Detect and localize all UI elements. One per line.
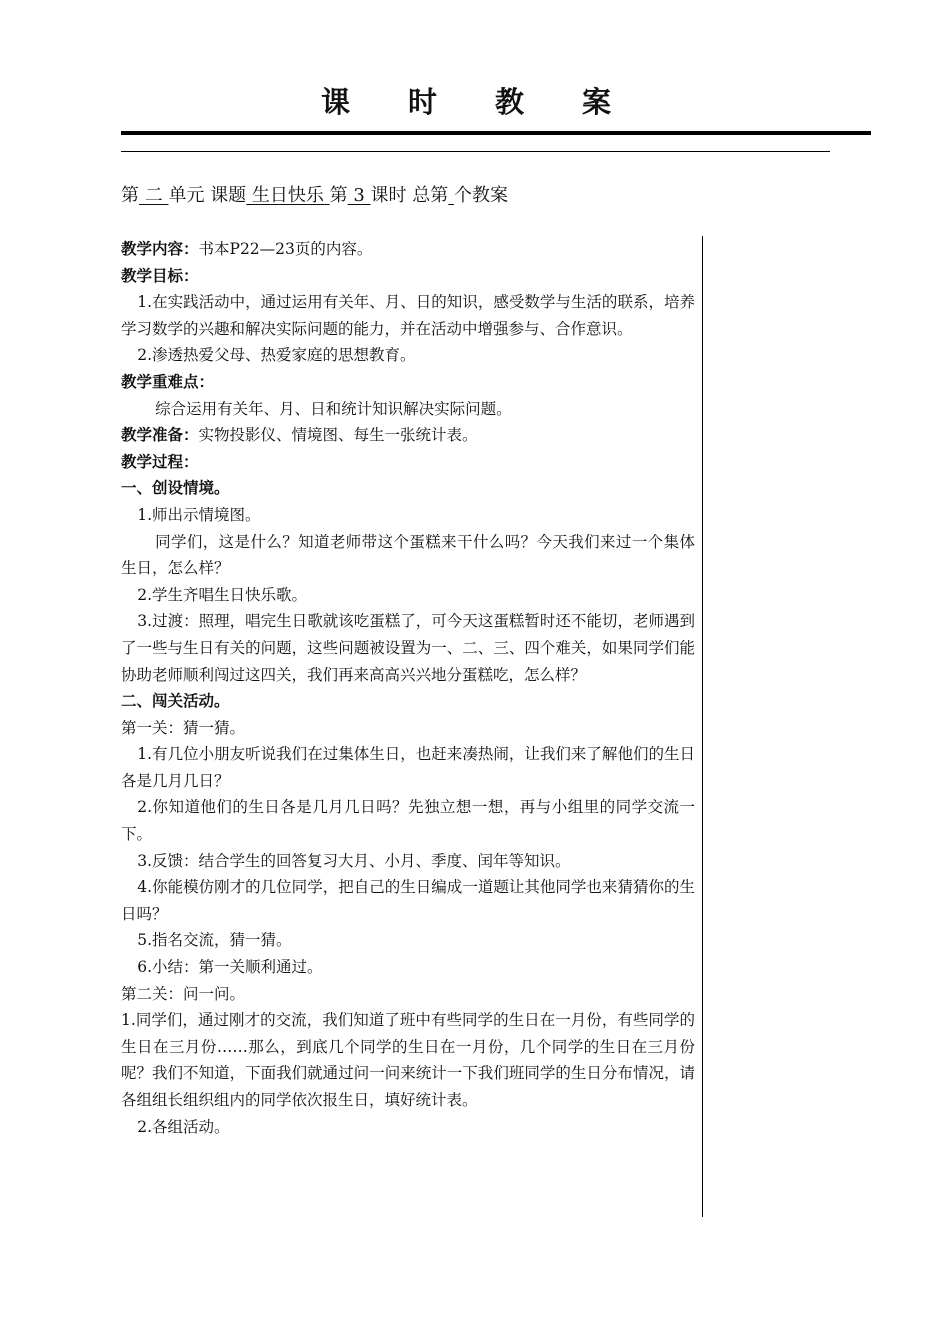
level-1-step-2: 2.你知道他们的生日各是几月几日吗？先独立想一想，再与小组里的同学交流一下。 (121, 798, 695, 844)
level-1-heading: 第一关：猜一猜。 (121, 718, 246, 737)
prep-label: 教学准备： (121, 426, 199, 445)
level-1-step-4: 4.你能模仿刚才的几位同学，把自己的生日编成一道题让其他同学也来猜猜你的生日吗？ (121, 878, 695, 923)
section-heading-2: 二、闯关活动。 (121, 692, 230, 711)
level-2-step-1: 1.同学们，通过刚才的交流，我们知道了班中有些同学的生日在一月份，有些同学的生日在三月份……那么，到底几个同学的生日在一月份，几个同学的生日在三月份呢？我们不知道，下面我们就通过问一问来统计一下我们班同学的生日分布情况，请各组组长组织组内的同学依次报生日，填好统计表。 (121, 1011, 695, 1109)
keypoints-label: 教学重难点： (121, 372, 215, 391)
lesson-header (121, 184, 508, 208)
unit-number: 二 (139, 185, 169, 206)
keypoints-text: 综合运用有关年、月、日和统计知识解决实际问题。 (155, 399, 512, 418)
content-row (121, 236, 695, 263)
goal-1: 1.在实践活动中，通过运用有关年、月、日的知识，感受数学与生活的联系，培养学习数学的兴趣和解决实际问题的能力，并在活动中增强参与、合作意识。 (121, 293, 695, 338)
prep-text: 实物投影仪、情境图、每生一张统计表。 (198, 426, 478, 445)
period-suffix: 课时 总第 (370, 185, 449, 206)
title-rule-thick (121, 131, 871, 135)
page-title: 课时教案 (320, 85, 669, 119)
goals-label: 教学目标： (121, 266, 199, 285)
level-1-step-3: 3.反馈：结合学生的回答复习大月、小月、季度、闰年等知识。 (137, 851, 571, 870)
period-number: 3 (347, 185, 371, 206)
goal-2: 2.渗透热爱父母、热爱家庭的思想教育。 (137, 346, 416, 365)
lesson-body (121, 236, 695, 1140)
level-2-heading: 第二关：问一问。 (121, 984, 246, 1003)
period-prefix: 第 (329, 185, 348, 206)
content-label: 教学内容： (121, 240, 199, 258)
prep-row (121, 422, 695, 449)
process-label: 教学过程： (121, 452, 199, 471)
level-1-step-5: 5.指名交流，猜一猜。 (137, 931, 292, 950)
step-1-1: 1.师出示情境图。 (137, 505, 261, 524)
level-1-step-1: 1.有几位小朋友听说我们在过集体生日，也赶来凑热闹，让我们来了解他们的生日各是几月几日？ (121, 745, 695, 790)
level-2-step-2: 2.各组活动。 (137, 1117, 230, 1136)
step-1-2: 同学们，这是什么？知道老师带这个蛋糕来干什么吗？今天我们来过一个集体生日，怎么样？ (121, 532, 695, 578)
title-rule-thin (121, 151, 830, 152)
unit-suffix: 单元 课题 (168, 185, 247, 206)
unit-prefix: 第 (121, 185, 139, 206)
level-1-step-6: 6.小结：第一关顺利通过。 (137, 958, 323, 977)
section-heading-1: 一、创设情境。 (121, 479, 230, 498)
step-1-4: 3.过渡：照理，唱完生日歌就该吃蛋糕了，可今天这蛋糕暂时还不能切，老师遇到了一些与生日有关的问题，这些问题被设置为一、二、三、四个难关，如果同学们能协助老师顺利闯过这四关，我们再来高高兴兴地分蛋糕吃，怎么样？ (121, 612, 695, 684)
lesson-title: 生日快乐 (246, 185, 330, 206)
content-text: 书本P22—23页的内容。 (198, 240, 373, 258)
total-suffix: 个教案 (454, 185, 509, 206)
margin-divider (702, 236, 703, 1217)
step-1-3: 2.学生齐唱生日快乐歌。 (137, 585, 308, 604)
